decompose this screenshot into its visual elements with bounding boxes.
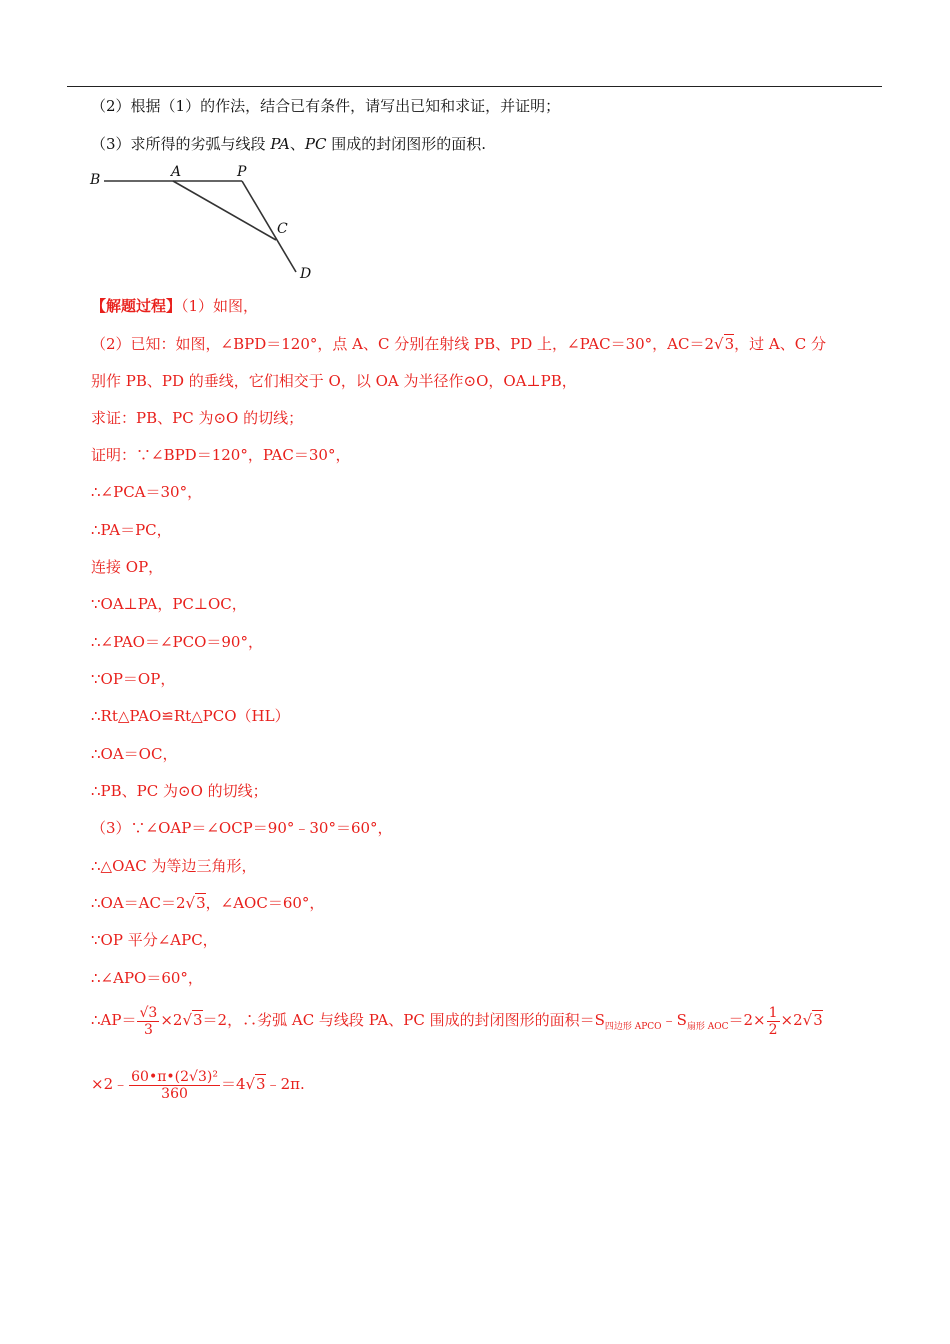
final-area-line: ∴AP＝ $\frac{√3}{3}$ ×2√3＝2，∴劣弧 AC 与线段 PA、PC 围成的封闭图形的面积$=S_{四边形 APCO}﹣S_{扇形 AOC}=2\times$ $\frac{1}{2}$ ×2√3 [91, 1004, 823, 1038]
fraction-sector-area: $\frac{\text{60•π•(2√3)²}}{360}$ [131, 1068, 218, 1102]
step-line: ∴∠PCA＝30°， [91, 483, 203, 501]
header-rule [67, 86, 882, 87]
label-c: C [277, 221, 288, 237]
step-bisect: ∵OP 平分∠APC， [91, 931, 218, 949]
step-line: ∵OA⊥PA，PC⊥OC， [91, 595, 247, 613]
segment-ac [173, 181, 276, 240]
problem-part2: （2）根据（1）的作法，结合已有条件，请写出已知和求证，并证明； [91, 97, 561, 115]
step-line: ∴Rt△PAO≌Rt△PCO（HL） [91, 707, 290, 725]
solution-known-2: 别作 PB、PD 的垂线，它们相交于 O，以 OA 为半径作⊙O，OA⊥PB， [91, 372, 577, 390]
solution-header: 【解题过程】（1）如图， [91, 297, 259, 315]
step-line: 证明：∵∠BPD＝120°，PAC＝30°， [91, 446, 351, 464]
step-line: （3）∵∠OAP＝∠OCP＝90°﹣30°＝60°， [91, 819, 393, 837]
step-line: ∴OA＝OC， [91, 745, 178, 763]
label-a: A [171, 164, 182, 180]
ray-pd [242, 181, 296, 272]
problem-part3: （3）求所得的劣弧与线段 PA、PC 围成的封闭图形的面积. [91, 135, 487, 153]
step-line: ∴PA＝PC， [91, 521, 172, 539]
label-b: B [90, 172, 101, 188]
fraction-sqrt3-over-3: $\frac{√3}{3}$ [139, 1004, 158, 1038]
geometry-figure [86, 160, 326, 285]
solution-known-1: （2）已知：如图，∠BPD＝120°，点 A、C 分别在射线 PB、PD 上，∠PAC＝30°，AC＝2√3，过 A、C 分 [91, 335, 827, 353]
step-apo: ∴∠APO＝60°， [91, 969, 203, 987]
solution-prove: 求证：PB、PC 为⊙O 的切线； [91, 409, 304, 427]
fraction-one-half: $\frac{1}{2}$ [768, 1004, 778, 1038]
step-oa-equals-ac: ∴OA＝AC＝2√3，∠AOC＝60°， [91, 894, 325, 912]
step-line: ∵OP＝OP， [91, 670, 176, 688]
step-line: ∴PB、PC 为⊙O 的切线； [91, 782, 268, 800]
final-result-line: ×2﹣ $\frac{\text{60•π•(2√3)²}}{360}$ ＝4√3﹣2π. [91, 1068, 305, 1102]
step-line: 连接 OP， [91, 558, 164, 576]
label-p: P [237, 164, 247, 180]
step-line: ∴△OAC 为等边三角形， [91, 857, 257, 875]
step-line: ∴∠PAO＝∠PCO＝90°， [91, 633, 263, 651]
label-d: D [300, 266, 312, 282]
